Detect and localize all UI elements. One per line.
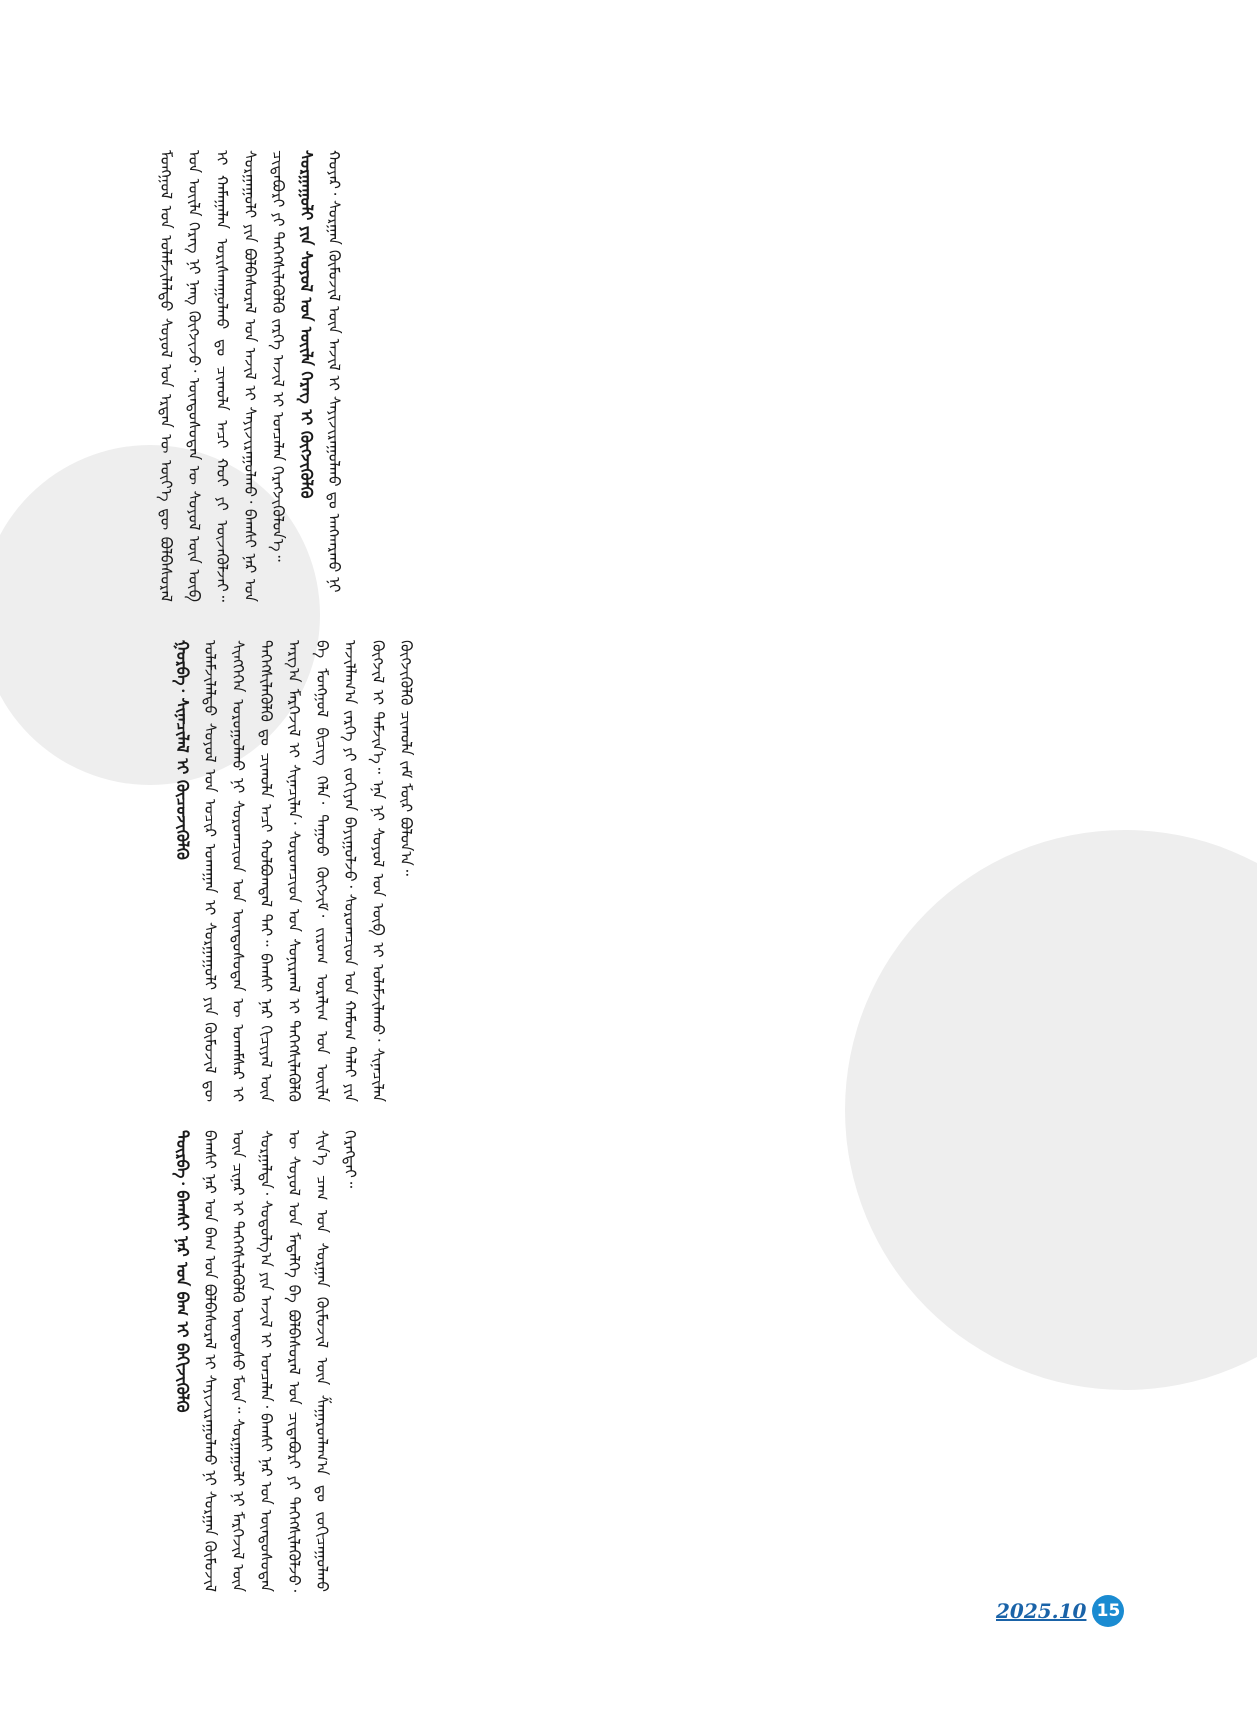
paragraph: ᠤᠯᠠᠮᠵᠢᠯᠠᠯᠲᠤ ᠰᠣᠶᠣᠯ ᠤᠨ ᠤᠴᠢᠷ ᠤᠬᠠᠭᠠᠨ ᠢ ᠰᠤᠷᠭᠠᠭᠤᠯᠢ ᠶᠢᠨ ᠬᠦᠮᠦᠵᠢᠯ ᠳᠦ ᠰᠢᠩᠭᠡᠭᠡᠨ ᠤᠷᠤᠭᠤᠯᠬᠤ ᠨᠢ ᠰᠤᠷᠤᠭᠴᠢᠳ ᠤᠨ ᠦᠨᠳᠦᠰᠦᠲᠡᠨ ᠦ ᠤᠬᠠᠮᠰᠠᠷ ᠢ ᠳᠡᠭᠡᠭᠰᠢᠯᠡᠭᠦᠯᠬᠦ ᠳᠤ ᠴᠢᠬᠤᠯᠠ ᠠᠴᠢ ᠬᠣᠯᠪᠣᠭᠳᠠᠯ ᠲᠠᠢ᠃ ᠪᠠᠭᠰᠢ ᠨᠠᠷ ᠬᠢᠴᠢᠶᠡᠯ ᠦᠨ ᠠᠷᠭ᠎ᠠ ᠮᠡᠷᠭᠡᠵᠢᠯ ᠢ ᠰᠢᠨᠡᠴᠢᠯᠡᠨ᠂ ᠰᠤᠷᠤᠭᠴᠢᠳ ᠤᠨ ᠰᠣᠨᠢᠷᠬᠠᠯ ᠢ ᠳᠡᠭᠡᠭᠰᠢᠯᠡᠭᠦᠯᠬᠦ ᠪᠠ ᠮᠣᠩᠭᠣᠯ ᠪᠢᠴᠢᠭ ᠬᠡᠯᠡ᠂ ᠳᠠᠭᠤᠤ ᠬᠦᠭᠵᠢᠮ᠂ ᠵᠢᠷᠤᠭ ᠤᠷᠠᠯᠢᠭ ᠤᠨ ᠦᠢᠯᠡ ᠠᠵᠢᠯᠯᠠᠭ᠎ᠠ ᠵᠡᠷᠭᠡ ᠶᠢ ᠵᠣᠬᠢᠶᠠᠨ ᠪᠠᠶᠢᠭᠤᠯᠵᠤ᠂ ᠰᠤᠷᠤᠭᠴᠢᠳ ᠤᠨ ᠬᠠᠮᠤᠭ ᠳᠠᠯᠠᠢ ᠶᠢᠨ ᠬᠥᠭᠵᠢᠯ ᠢ ᠳᠡᠮᠵᠢᠨ᠎ᠡ᠃ ᠡᠨᠡ ᠨᠢ ᠰᠣᠶᠣᠯ ᠤᠨ ᠥᠪ ᠢ ᠤᠯᠠᠮᠵᠢᠯᠠᠬᠤ᠂ ᠰᠢᠨᠡᠴᠢᠯᠡᠨ ᠬᠥᠭᠵᠢᠭᠦᠯᠬᠦ ᠴᠢᠬᠤᠯᠠ ᠵᠠᠮ ᠮᠥᠷ ᠪᠣᠯᠤᠨ᠎ᠠ᠃ <box>201 640 415 1102</box>
article-column-2 <box>168 640 1073 1102</box>
paragraph: ᠬᠣᠶᠠᠷ᠂ ᠰᠤᠷᠭᠠᠨ ᠬᠦᠮᠦᠵᠢᠯ ᠦᠨ ᠠᠵᠢᠯ ᠢ ᠰᠠᠶᠢᠵᠢᠷᠠᠭᠤᠯᠬᠤ ᠳᠤ ᠠᠩᠬᠠᠷᠬᠤ ᠨᠢ <box>325 150 343 593</box>
page-footer <box>996 1596 1124 1626</box>
issue-number: 2025.10 <box>996 1599 1087 1623</box>
article-column-1 <box>152 150 732 602</box>
page-number-badge: 15 <box>1092 1595 1124 1627</box>
section-heading: ᠰᠤᠷᠭᠠᠭᠤᠯᠢ ᠶᠢᠨ ᠰᠤᠶᠤᠯ ᠤᠨ ᠦᠢᠯᠡ ᠬᠡᠷᠡᠭ ᠢ ᠬᠥᠭᠵᠢᠭᠦᠯᠬᠦ <box>297 150 316 499</box>
section-heading: ᠳᠥᠷᠪᠡ᠂ ᠪᠠᠭᠰᠢ ᠨᠠᠷ ᠤᠨ ᠪᠠᠭ ᠢ ᠪᠡᠬᠢᠵᠢᠭᠦᠯᠬᠦ <box>173 1130 192 1413</box>
paragraph: ᠪᠠᠭᠰᠢ ᠨᠠᠷ ᠤᠨ ᠪᠠᠭ ᠤᠨ ᠪᠣᠯᠪᠠᠰᠤᠷᠠᠯ ᠢ ᠰᠠᠶᠢᠵᠢᠷᠠᠭᠤᠯᠬᠤ ᠨᠢ ᠰᠤᠷᠭᠠᠨ ᠬᠦᠮᠦᠵᠢᠯ ᠦᠨ ᠴᠢᠨᠠᠷ ᠢ ᠳᠡᠭᠡᠭᠰᠢᠯᠡᠭᠦᠯᠬᠦ ᠦᠨᠳᠦᠰᠦ ᠮᠥᠨ᠃ ᠰᠤᠷᠭᠠᠭᠤᠯᠢ ᠨᠢ ᠮᠡᠷᠭᠡᠵᠢᠯ ᠦᠨ ᠰᠤᠷᠭᠠᠯᠲᠠ᠂ ᠰᠤᠳᠤᠯᠭ᠎ᠠ ᠶᠢᠨ ᠠᠵᠢᠯ ᠢ ᠣᠨᠴᠠᠯᠠᠨ᠂ ᠪᠠᠭᠰᠢ ᠨᠠᠷ ᠤᠨ ᠦᠨᠳᠦᠰᠦᠲᠡᠨ ᠦ ᠰᠣᠶᠣᠯ ᠤᠨ ᠮᠡᠳᠡᠯᠭᠡ ᠪᠠ ᠪᠣᠯᠪᠠᠰᠤᠷᠠᠯ ᠤᠨ ᠴᠢᠳᠠᠪᠤᠷᠢ ᠶᠢ ᠳᠡᠭᠡᠭᠰᠢᠯᠡᠭᠦᠯᠵᠦ᠂ ᠰᠢᠨ᠎ᠡ ᠴᠠᠭ ᠤᠨ ᠰᠤᠷᠭᠠᠨ ᠬᠦᠮᠦᠵᠢᠯ ᠦᠨ ᠱᠠᠭᠠᠷᠳᠯᠠᠭ᠎ᠠ ᠳᠤ ᠵᠣᠬᠢᠴᠠᠭᠤᠯᠬᠤ ᠬᠡᠷᠡᠭᠲᠡᠢ᠃ <box>201 1130 359 1592</box>
section-heading: ᠭᠤᠷᠪᠠ᠂ ᠰᠢᠨᠡᠴᠢᠯᠡᠯ ᠢ ᠬᠦᠴᠦᠵᠢᠭᠦᠯᠬᠦ <box>173 640 192 860</box>
paragraph: ᠮᠣᠩᠭᠣᠯ ᠤᠨ ᠤᠯᠠᠮᠵᠢᠯᠠᠯᠲᠤ ᠰᠣᠶᠣᠯ ᠤᠨ ᠡᠷᠲᠡᠨ ᠦ ᠦᠶ᠎ᠡ ᠳᠦ ᠪᠣᠯᠪᠠᠰᠤᠷᠠᠯ ᠤᠨ ᠦᠢᠯᠡ ᠬᠡᠷᠡᠭ ᠨᠢ ᠨᠡᠩ ᠬᠥᠭᠵᠢᠵᠦ᠂ ᠦᠨᠳᠦᠰᠦᠲᠡᠨ ᠦ ᠰᠣᠶᠣᠯ ᠦᠨ ᠥᠪ ᠢ ᠬᠠᠮᠠᠭᠠᠯᠠᠨ ᠤᠷᠢᠰᠭᠠᠭᠤᠯᠬᠤ ᠳᠤ ᠴᠢᠬᠤᠯᠠ ᠠᠴᠢ ᠬᠤᠢ ᠶᠢ ᠦᠵᠡᠭᠦᠯᠵᠡᠢ᠃ ᠰᠤᠷᠭᠠᠭᠤᠯᠢ ᠶᠢᠨ ᠪᠣᠯᠪᠠᠰᠤᠷᠠᠯ ᠤᠨ ᠠᠵᠢᠯ ᠢ ᠰᠠᠶᠢᠵᠢᠷᠠᠭᠤᠯᠬᠤ᠂ ᠪᠠᠭᠰᠢ ᠨᠠᠷ ᠤᠨ ᠴᠢᠳᠠᠪᠤᠷᠢ ᠶᠢ ᠳᠡᠭᠡᠭᠰᠢᠯᠡᠭᠦᠯᠬᠦ ᠵᠡᠷᠭᠡ ᠠᠵᠢᠯ ᠢ ᠣᠨᠴᠠᠯᠠᠨ ᠬᠡᠷᠡᠭᠵᠢᠭᠦᠯᠦᠨ᠎ᠡ᠃ <box>157 150 287 602</box>
article-column-3 <box>168 1130 1073 1592</box>
